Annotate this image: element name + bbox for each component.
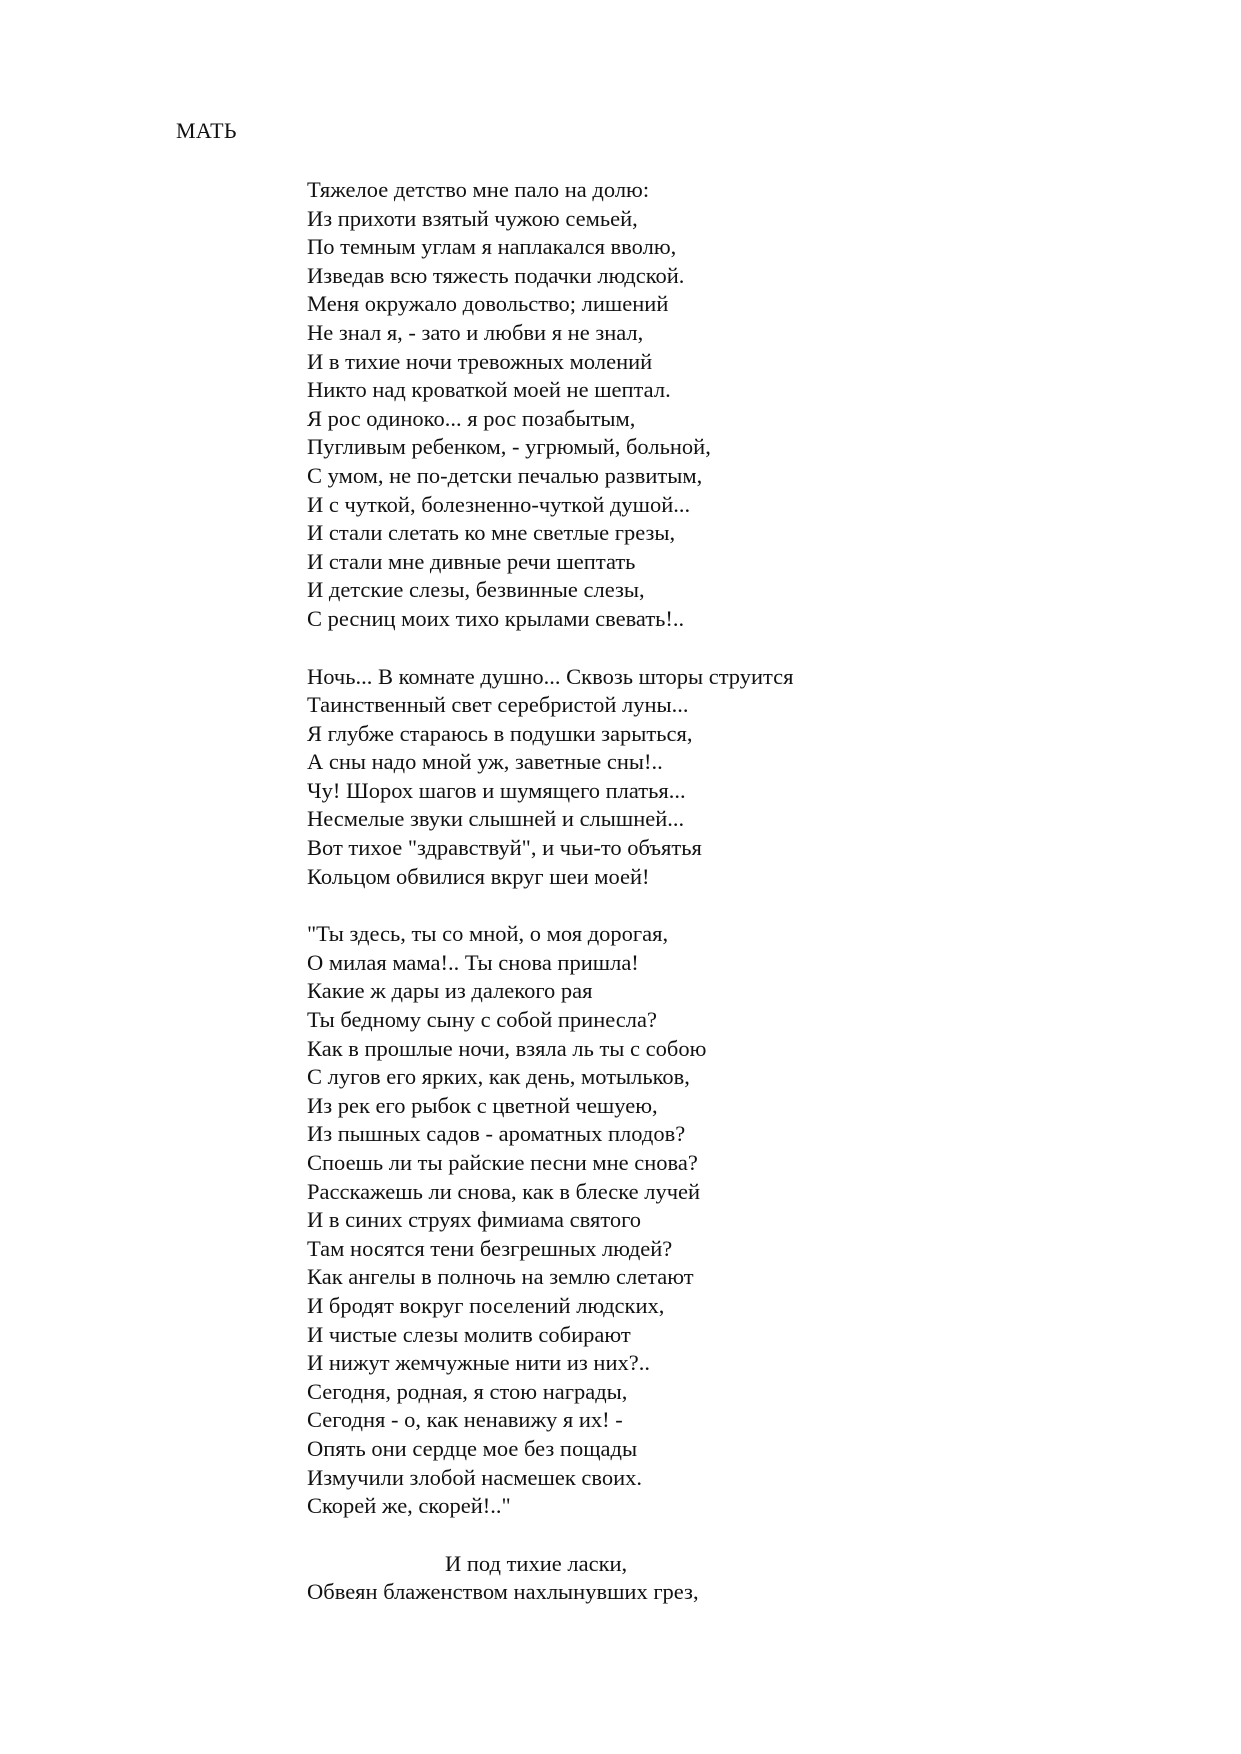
poem-line: Пугливым ребенком, - угрюмый, больной,: [307, 434, 711, 460]
poem-line: Скорей же, скорей!..": [307, 1493, 511, 1519]
poem-line: И нижут жемчужные нити из них?..: [307, 1350, 650, 1376]
poem-line: По темным углам я наплакался вволю,: [307, 234, 677, 260]
poem-line: Несмелые звуки слышней и слышней...: [307, 806, 685, 832]
poem-line: И детские слезы, безвинные слезы,: [307, 577, 645, 603]
poem-line: Тяжелое детство мне пало на долю:: [307, 177, 650, 202]
poem-line: Измучили злобой насмешек своих.: [307, 1464, 643, 1490]
poem-title: МАТЬ: [176, 118, 237, 143]
poem-line: Из рек его рыбок с цветной чешуею,: [307, 1092, 658, 1118]
poem-line: Не знал я, - зато и любви я не знал,: [307, 319, 644, 345]
poem-line: Ты бедному сыну с собой принесла?: [307, 1007, 657, 1033]
poem-line: Споешь ли ты райские песни мне снова?: [307, 1150, 698, 1175]
poem-line: С лугов его ярких, как день, мотыльков,: [307, 1064, 690, 1090]
poem-line: Как ангелы в полночь на землю слетают: [307, 1264, 694, 1290]
poem-line: Вот тихое "здравствуй", и чьи-то объятья: [307, 835, 702, 861]
poem-line: Чу! Шорох шагов и шумящего платья...: [307, 777, 686, 803]
poem-body: [307, 176, 1167, 1636]
poem-line: С умом, не по-детски печалью развитым,: [307, 462, 703, 488]
poem-line: Обвеян блаженством нахлынувших грез,: [307, 1579, 699, 1605]
stanza: [307, 176, 1167, 634]
poem-line: Какие ж дары из далекого рая: [307, 978, 593, 1004]
poem-line: Как в прошлые ночи, взяла ль ты с собою: [307, 1035, 707, 1061]
poem-line: И под тихие ласки,: [445, 1550, 628, 1576]
poem-line: "Ты здесь, ты со мной, о моя дорогая,: [307, 921, 669, 947]
stanza: [307, 920, 1167, 1520]
poem-line: Меня окружало довольство; лишений: [307, 291, 669, 317]
poem-line: И стали мне дивные речи шептать: [307, 548, 636, 574]
poem-line: Расскажешь ли снова, как в блеске лучей: [307, 1178, 701, 1204]
poem-line: Там носятся тени безгрешных людей?: [307, 1235, 673, 1261]
poem-line: Из пышных садов - ароматных плодов?: [307, 1121, 686, 1147]
poem-line: Таинственный свет серебристой луны...: [307, 692, 689, 718]
poem-line: И с чуткой, болезненно-чуткой душой...: [307, 491, 691, 517]
stanza: [307, 1550, 1167, 1607]
poem-line: Кольцом обвилися вкруг шеи моей!: [307, 863, 650, 889]
poem-line: Ночь... В комнате душно... Сквозь шторы струится: [307, 663, 794, 689]
poem-line: Я рос одиноко... я рос позабытым,: [307, 405, 636, 431]
stanza: [307, 663, 1167, 892]
poem-line: И в синих струях фимиама святого: [307, 1207, 642, 1233]
poem-line: Сегодня, родная, я стою награды,: [307, 1378, 628, 1404]
poem-line: Из прихоти взятый чужою семьей,: [307, 205, 638, 231]
poem-line: Сегодня - о, как ненавижу я их! -: [307, 1407, 623, 1433]
poem-line: И стали слетать ко мне светлые грезы,: [307, 520, 676, 546]
poem-line: О милая мама!.. Ты снова пришла!: [307, 949, 639, 975]
poem-line: И чистые слезы молитв собирают: [307, 1321, 631, 1347]
poem-line: Изведав всю тяжесть подачки людской.: [307, 262, 685, 288]
poem-line: Никто над кроваткой моей не шептал.: [307, 377, 671, 403]
poem-line: А сны надо мной уж, заветные сны!..: [307, 749, 663, 775]
poem-line: И бродят вокруг поселений людских,: [307, 1292, 665, 1318]
poem-line: И в тихие ночи тревожных молений: [307, 348, 653, 374]
poem-line: Я глубже стараюсь в подушки зарыться,: [307, 720, 693, 746]
poem-line: Опять они сердце мое без пощады: [307, 1435, 638, 1461]
poem-line: С ресниц моих тихо крылами свевать!..: [307, 605, 685, 631]
